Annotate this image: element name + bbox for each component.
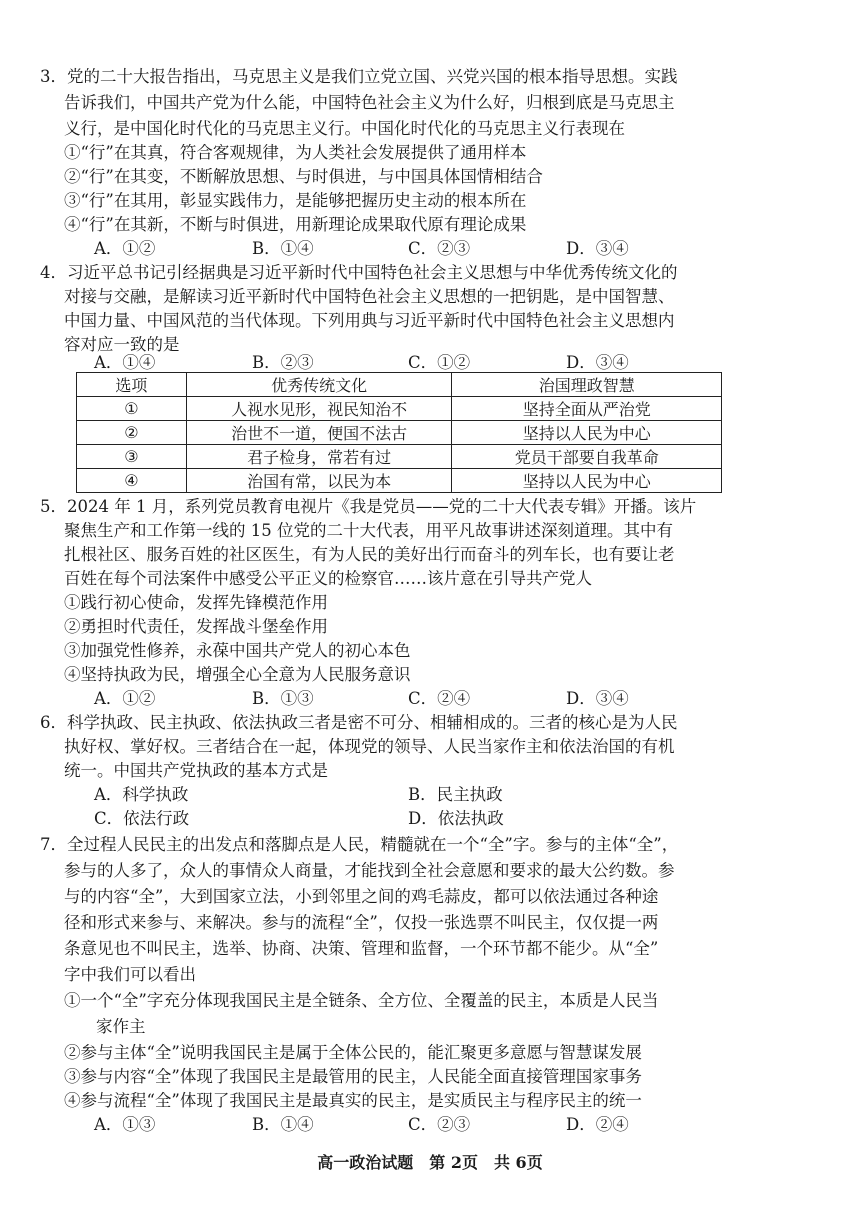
table-cell: 君子检身，常若有过: [186, 445, 452, 469]
q7-option-b: B．①④: [252, 1115, 314, 1134]
q5-item-3: ③加强党性修养，永葆中国共产党人的初心本色: [64, 641, 411, 660]
table-row: [77, 421, 722, 445]
table-cell: 治世不一道，便国不法古: [186, 421, 452, 445]
q4-option-b: B．②③: [252, 353, 314, 372]
q4-option-c: C．①②: [408, 353, 471, 372]
table-header: 治国理政智慧: [452, 373, 722, 397]
q5-item-2: ②勇担时代责任，发挥战斗堡垒作用: [64, 617, 328, 636]
table-row: [77, 397, 722, 421]
q6-option-a: A．科学执政: [94, 785, 189, 804]
q3-option-b: B．①④: [252, 239, 314, 258]
q6-stem-line-3: 统一。中国共产党执政的基本方式是: [64, 761, 328, 780]
table-header-row: [77, 373, 722, 397]
q3-item-3: ③“行”在其用，彰显实践伟力，是能够把握历史主动的根本所在: [64, 191, 527, 210]
q5-option-c: C．②④: [408, 689, 471, 708]
q5-stem-line-2: 聚焦生产和工作第一线的 15 位党的二十大代表，用平凡故事讲述深刻道理。其中有: [64, 521, 673, 540]
q7-item-4: ④参与流程“全”体现了我国民主是最真实的民主，是实质民主与程序民主的统一: [64, 1091, 642, 1110]
q6-stem-line-1: 6．科学执政、民主执政、依法执政三者是密不可分、相辅相成的。三者的核心是为人民: [40, 713, 678, 732]
table-header: 选项: [77, 373, 187, 397]
q3-option-d: D．③④: [566, 239, 629, 258]
q7-stem-line-3: 与的内容“全”，大到国家立法，小到邻里之间的鸡毛蒜皮，都可以依法通过各种途: [64, 887, 659, 906]
q5-stem-line-3: 扎根社区、服务百姓的社区医生，有为人民的美好出行而奋斗的列车长，也有要让老: [64, 545, 675, 564]
q7-stem-line-4: 径和形式来参与、来解决。参与的流程“全”，仅投一张选票不叫民主，仅仅提一两: [64, 913, 659, 932]
q7-item-1: ①一个“全”字充分体现我国民主是全链条、全方位、全覆盖的民主，本质是人民当: [64, 991, 659, 1010]
q7-item-2: ②参与主体“全”说明我国民主是属于全体公民的，能汇聚更多意愿与智慧谋发展: [64, 1043, 642, 1062]
q7-stem-line-5: 条意见也不叫民主，选举、协商、决策、管理和监督，一个环节都不能少。从“全”: [64, 939, 659, 958]
q4-stem-line-2: 对接与交融，是解读习近平新时代中国特色社会主义思想的一把钥匙，是中国智慧、: [64, 287, 675, 306]
q4-option-d: D．③④: [566, 353, 629, 372]
q6-stem-line-2: 执好权、掌好权。三者结合在一起，体现党的领导、人民当家作主和依法治国的有机: [64, 737, 675, 756]
table-cell: ③: [77, 445, 187, 469]
q7-option-d: D．②④: [566, 1115, 629, 1134]
table-cell: 坚持以人民为中心: [452, 421, 722, 445]
q3-stem-line-1: 3．党的二十大报告指出，马克思主义是我们立党立国、兴党兴国的根本指导思想。实践: [40, 67, 678, 86]
page-footer: 高一政治试题 第 2页 共 6页: [317, 1153, 543, 1172]
q5-option-a: A．①②: [94, 689, 156, 708]
table-cell: ④: [77, 469, 187, 493]
q7-option-c: C．②③: [408, 1115, 471, 1134]
q7-stem-line-2: 参与的人多了，众人的事情众人商量，才能找到全社会意愿和要求的最大公约数。参: [64, 861, 675, 880]
q3-item-1: ①“行”在其真，符合客观规律，为人类社会发展提供了通用样本: [64, 143, 527, 162]
q7-item-3: ③参与内容“全”体现了我国民主是最管用的民主，人民能全面直接管理国家事务: [64, 1067, 642, 1086]
q3-item-2: ②“行”在其变，不断解放思想、与时俱进，与中国具体国情相结合: [64, 167, 543, 186]
q4-stem-line-1: 4．习近平总书记引经据典是习近平新时代中国特色社会主义思想与中华优秀传统文化的: [40, 263, 678, 282]
q3-option-a: A．①②: [94, 239, 156, 258]
q5-stem-line-1: 5．2024 年 1 月，系列党员教育电视片《我是党员——党的二十大代表专辑》开播。该片: [40, 497, 697, 516]
q6-option-d: D．依法执政: [408, 809, 504, 828]
table-header: 优秀传统文化: [186, 373, 452, 397]
q5-option-b: B．①③: [252, 689, 314, 708]
table-cell: 人视水见形，视民知治不: [186, 397, 452, 421]
q3-option-c: C．②③: [408, 239, 471, 258]
q5-item-1: ①践行初心使命，发挥先锋模范作用: [64, 593, 328, 612]
q5-option-d: D．③④: [566, 689, 629, 708]
q3-stem-line-2: 告诉我们，中国共产党为什么能，中国特色社会主义为什么好，归根到底是马克思主: [64, 93, 675, 112]
q7-item-1-continued: 家作主: [96, 1017, 146, 1036]
table-cell: ①: [77, 397, 187, 421]
table-cell: 党员干部要自我革命: [452, 445, 722, 469]
table-row: [77, 469, 722, 493]
q6-option-b: B．民主执政: [408, 785, 503, 804]
q4-stem-line-3: 中国力量、中国风范的当代体现。下列用典与习近平新时代中国特色社会主义思想内: [64, 311, 675, 330]
q4-table: [76, 372, 722, 493]
table-cell: 坚持全面从严治党: [452, 397, 722, 421]
q4-stem-line-4: 容对应一致的是: [64, 335, 180, 354]
q7-option-a: A．①③: [94, 1115, 156, 1134]
q5-item-4: ④坚持执政为民，增强全心全意为人民服务意识: [64, 665, 411, 684]
q3-item-4: ④“行”在其新，不断与时俱进，用新理论成果取代原有理论成果: [64, 215, 527, 234]
table-row: [77, 445, 722, 469]
q7-stem-line-1: 7．全过程人民民主的出发点和落脚点是人民，精髓就在一个“全”字。参与的主体“全”，: [40, 835, 679, 854]
q5-stem-line-4: 百姓在每个司法案件中感受公平正义的检察官……该片意在引导共产党人: [64, 569, 592, 588]
table-cell: 坚持以人民为中心: [452, 469, 722, 493]
q7-stem-line-6: 字中我们可以看出: [64, 965, 196, 984]
q3-stem-line-3: 义行，是中国化时代化的马克思主义行。中国化时代化的马克思主义行表现在: [64, 119, 625, 138]
q4-option-a: A．①④: [94, 353, 156, 372]
table-cell: 治国有常，以民为本: [186, 469, 452, 493]
table-cell: ②: [77, 421, 187, 445]
q6-option-c: C．依法行政: [94, 809, 190, 828]
